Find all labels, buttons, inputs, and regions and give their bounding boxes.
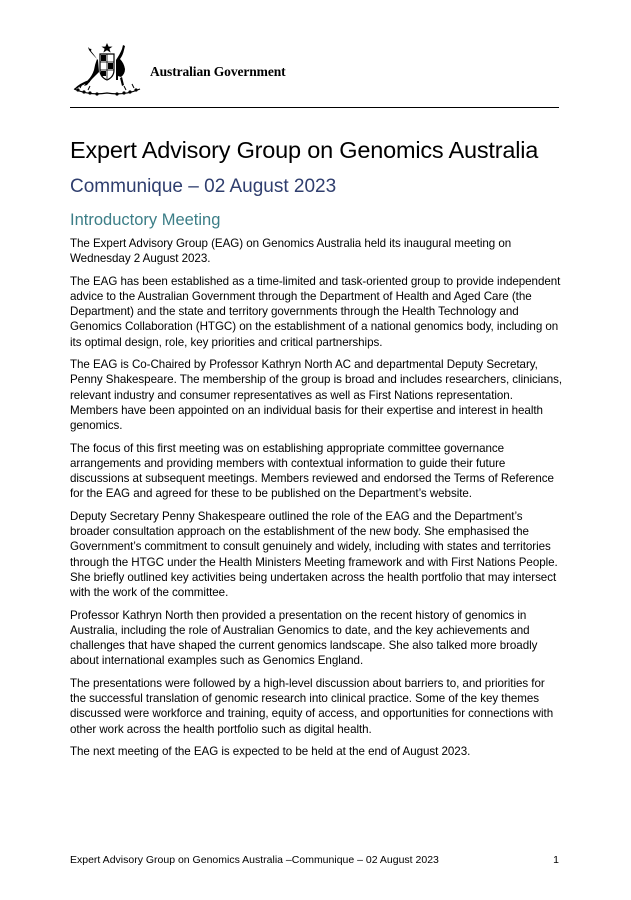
page-header xyxy=(70,42,559,108)
paragraph: The presentations were followed by a high-level discussion about barriers to, and priorities for the successful translation of genomic research into clinical practice. Some of the key themes discussed were workforce and training, equity of access, and opportunities for connections with other work across the health portfolio such as digital health. xyxy=(70,676,554,736)
coat-of-arms-icon xyxy=(70,42,144,98)
paragraph: Deputy Secretary Penny Shakespeare outlined the role of the EAG and the Department’s broader consultation approach on the establishment of the new body. She emphasised the Government’s commitment to consult genuinely and widely, including with states and territories through the HTGC under the Health Ministers Meeting framework and with First Nations People. She briefly outlined key activities being undertaken across the health portfolio that may intersect with the work of the committee. xyxy=(70,509,558,600)
paragraph: Professor Kathryn North then provided a presentation on the recent history of genomics in Australia, including the role of Australian Genomics to date, and the key achievements and challenges that have shaped the current genomics landscape. She also talked more broadly about international examples such as Genomics England. xyxy=(70,608,538,668)
paragraph: The Expert Advisory Group (EAG) on Genomics Australia held its inaugural meeting on Wednesday 2 August 2023. xyxy=(70,237,512,266)
paragraph: The EAG is Co-Chaired by Professor Kathryn North AC and departmental Deputy Secretary, Penny Shakespeare. The membership of the group is broad and includes researchers, clinicians, relevant industry and consumer representatives as well as First Nations representation. Members have been appointed on an individual basis for their expertise and interest in health genomics. xyxy=(70,358,563,433)
page-subtitle: Communique – 02 August 2023 xyxy=(70,176,337,197)
government-name: Australian Government xyxy=(150,64,286,79)
paragraph: The EAG has been established as a time-limited and task-oriented group to provide independent advice to the Australian Government through the Department of Health and Aged Care (the Department) and the state and territory governments through the Health Technology and Genomics Collaboration (HTGC) on the establishment of a national genomics body, including on its optimal design, role, key priorities and critical partnerships. xyxy=(70,274,561,349)
header-divider xyxy=(70,107,559,108)
section-heading: Introductory Meeting xyxy=(70,211,221,229)
footer-text: Expert Advisory Group on Genomics Australia –Communique – 02 August 2023 xyxy=(70,854,439,866)
page-number: 1 xyxy=(553,854,559,866)
page-title: Expert Advisory Group on Genomics Australia xyxy=(70,137,539,163)
paragraph: The focus of this first meeting was on establishing appropriate committee governance arrangements and providing members with contextual information to guide their future discussions at subsequent meetings. Members reviewed and endorsed the Terms of Reference for the EAG and agreed for these to be published on the Department’s website. xyxy=(70,441,554,501)
paragraph: The next meeting of the EAG is expected to be held at the end of August 2023. xyxy=(70,744,471,758)
document-body xyxy=(70,236,562,766)
